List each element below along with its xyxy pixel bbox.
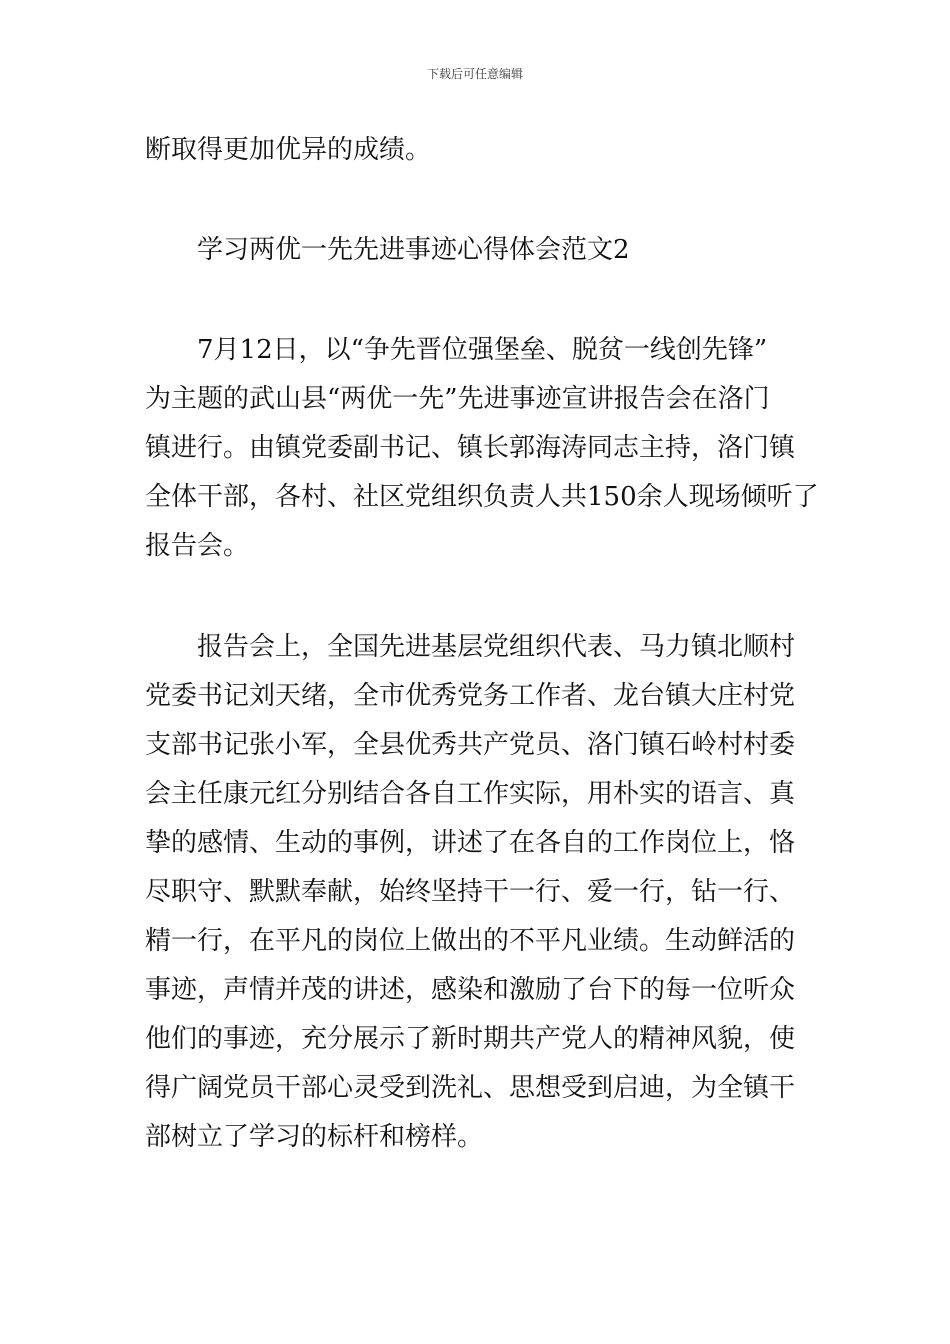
paragraph-line: 为主题的武山县“两优一先”先进事迹宣讲报告会在洛门 (145, 384, 770, 414)
paragraph-line: 事迹，声情并茂的讲述，感染和激励了台下的每一位听众 (145, 975, 796, 1005)
paragraph-line: 党委书记刘天绪，全市优秀党务工作者、龙台镇大庄村党 (145, 681, 796, 711)
paragraph-line: 报告会上，全国先进基层党组织代表、马力镇北顺村 (145, 632, 796, 662)
paragraph-line: 尽职守、默默奉献，始终坚持干一行、爱一行，钻一行、 (145, 877, 796, 907)
paragraph-line: 7月12日，以“争先晋位强堡垒、脱贫一线创先锋” (145, 335, 768, 365)
page-header: 下载后可任意编辑 (426, 67, 523, 81)
paragraph-line: 全体干部，各村、社区党组织负责人共150余人现场倾听了 (145, 482, 819, 512)
paragraph-line: 报告会。 (145, 531, 250, 561)
paragraph-line: 得广阔党员干部心灵受到洗礼、思想受到启迪，为全镇干 (145, 1073, 796, 1103)
paragraph-line: 挚的感情、生动的事例，讲述了在各自的工作岗位上，恪 (145, 828, 796, 858)
paragraph-line: 会主任康元红分别结合各自工作实际，用朴实的语言、真 (145, 779, 796, 809)
paragraph-line: 精一行，在平凡的岗位上做出的不平凡业绩。生动鲜活的 (145, 926, 796, 956)
paragraph-line: 镇进行。由镇党委副书记、镇长郭海涛同志主持，洛门镇 (145, 433, 796, 463)
paragraph-line: 支部书记张小军，全县优秀共产党员、洛门镇石岭村村委 (145, 730, 796, 760)
paragraph-line: 部树立了学习的标杆和榜样。 (145, 1122, 484, 1152)
paragraph-line: 他们的事迹，充分展示了新时期共产党人的精神风貌，使 (145, 1024, 796, 1054)
section-heading: 学习两优一先先进事迹心得体会范文2 (145, 235, 630, 265)
paragraph-line: 断取得更加优异的成绩。 (145, 135, 432, 165)
